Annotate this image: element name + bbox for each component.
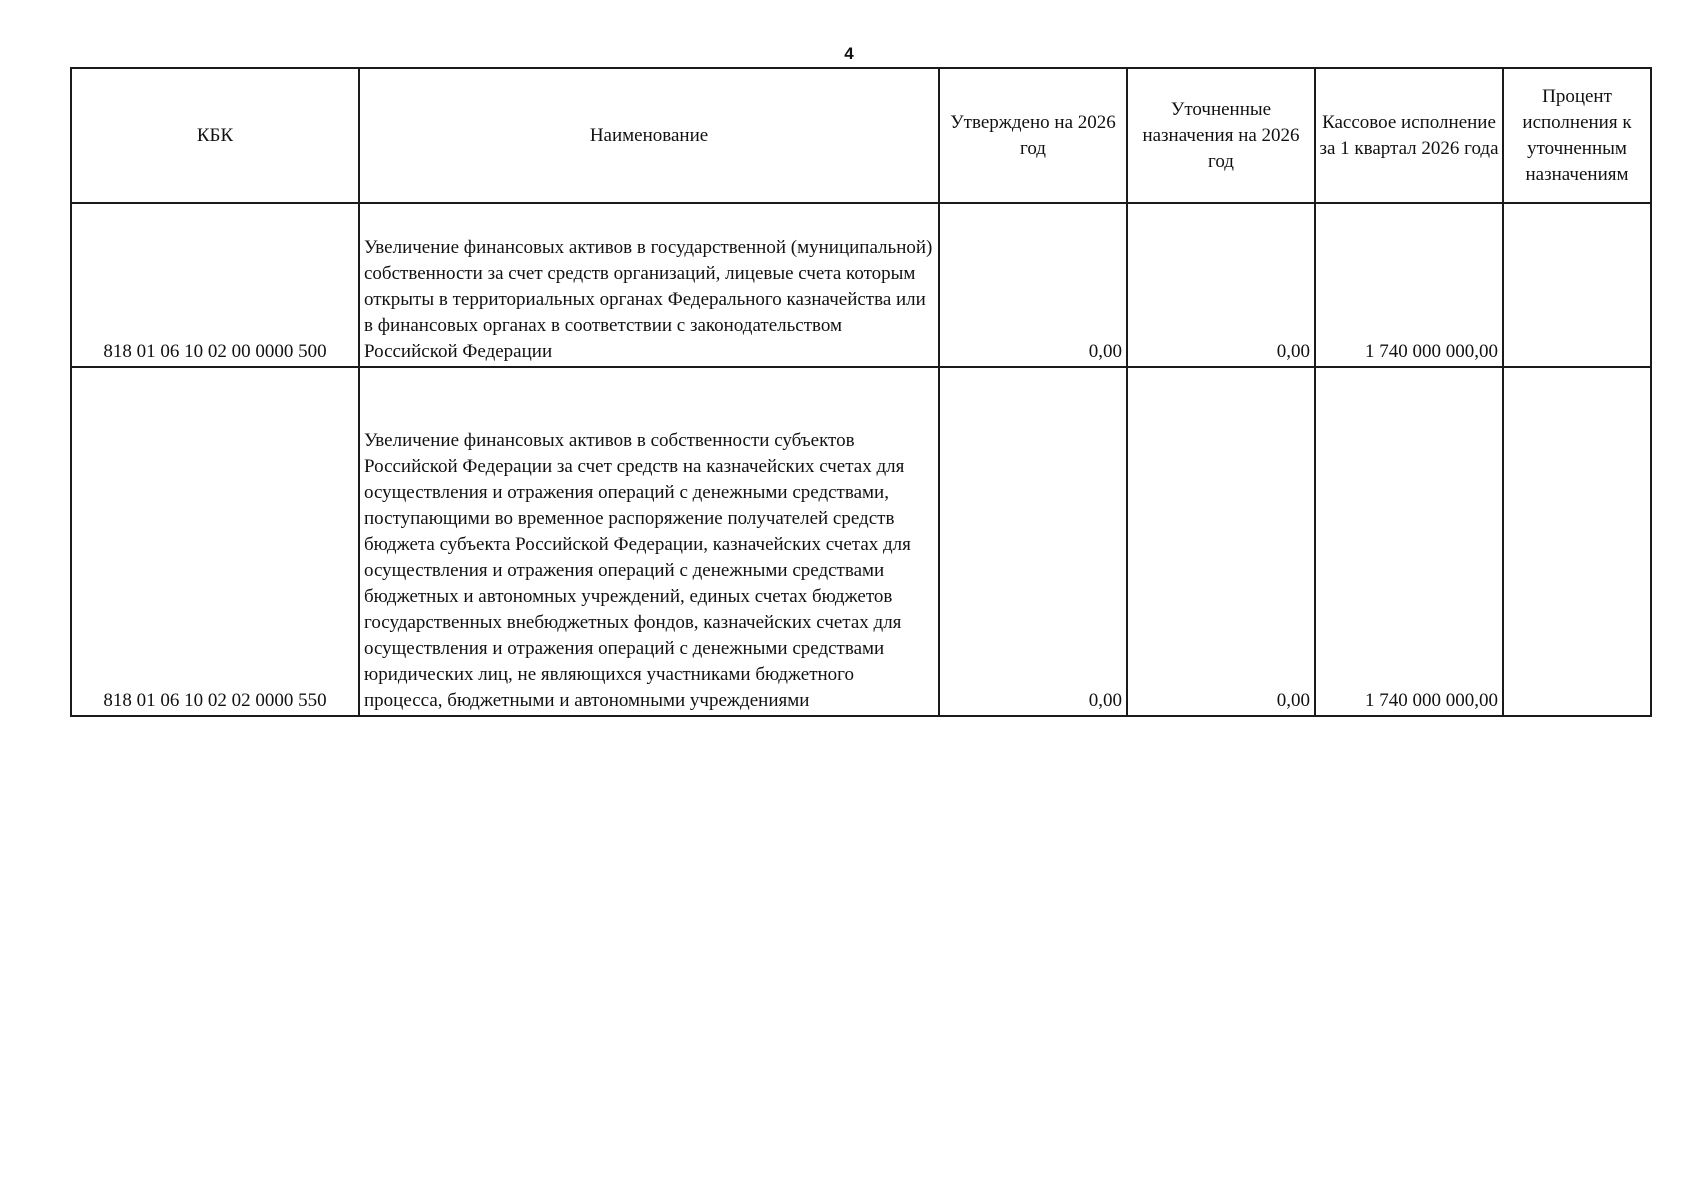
header-approved: Утверждено на 2026 год (939, 68, 1127, 203)
header-percent: Процент исполнения к уточненным назначениям (1503, 68, 1651, 203)
cell-refined: 0,00 (1127, 203, 1315, 367)
cell-percent (1503, 367, 1651, 716)
cell-name: Увеличение финансовых активов в государственной (муниципальной) собственности за счет средств организаций, лицевые счета которым открыты в территориальных органах Федерального казначейства или в финансовых органах в соответствии с законодательством Российской Федерации (359, 203, 939, 367)
cell-cash: 1 740 000 000,00 (1315, 203, 1503, 367)
table-row (71, 367, 1651, 716)
cell-kbk: 818 01 06 10 02 02 0000 550 (71, 367, 359, 716)
table-row (71, 203, 1651, 367)
header-kbk: КБК (71, 68, 359, 203)
page-number: 4 (844, 44, 854, 63)
cell-percent (1503, 203, 1651, 367)
cell-kbk: 818 01 06 10 02 00 0000 500 (71, 203, 359, 367)
header-row (71, 68, 1651, 203)
cell-cash: 1 740 000 000,00 (1315, 367, 1503, 716)
cell-refined: 0,00 (1127, 367, 1315, 716)
header-refined: Уточненные назначения на 2026 год (1127, 68, 1315, 203)
budget-table (70, 67, 1652, 717)
header-name: Наименование (359, 68, 939, 203)
header-cash: Кассовое исполнение за 1 квартал 2026 года (1315, 68, 1503, 203)
cell-name: Увеличение финансовых активов в собственности субъектов Российской Федерации за счет средств на казначейских счетах для осуществления и отражения операций с денежными средствами, поступающими во временное распоряжение получателей средств бюджета субъекта Российской Федерации, казначейских счетах для осуществления и отражения операций с денежными средствами бюджетных и автономных учреждений, единых счетах бюджетов государственных внебюджетных фондов, казначейских счетах для осуществления и отражения операций с денежными средствами юридических лиц, не являющихся участниками бюджетного процесса, бюджетными и автономными учреждениями (359, 367, 939, 716)
cell-approved: 0,00 (939, 367, 1127, 716)
cell-approved: 0,00 (939, 203, 1127, 367)
